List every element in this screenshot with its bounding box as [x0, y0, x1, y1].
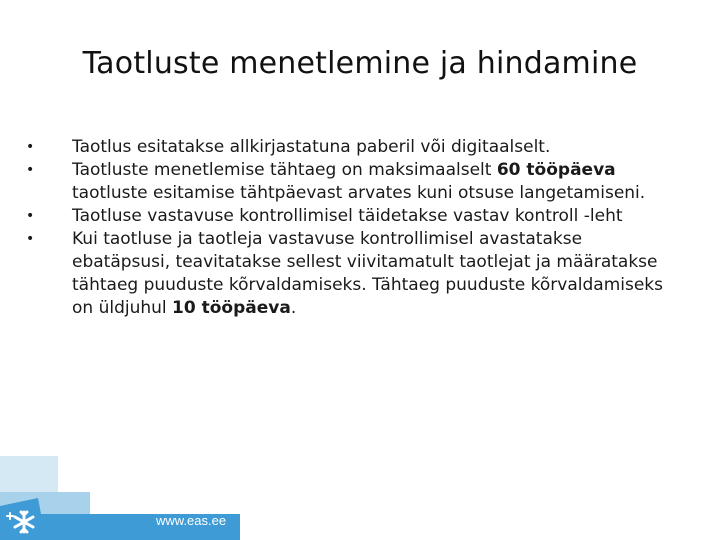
bullet-text: Taotluse vastavuse kontrollimisel täidetakse vastav kontroll -leht	[72, 206, 623, 226]
bullet-icon: •	[26, 162, 35, 178]
bullet-item	[24, 205, 684, 228]
bullet-list	[24, 136, 684, 320]
bullet-item	[24, 159, 684, 205]
bullet-item	[24, 136, 684, 159]
bullet-text: taotluste esitamise tähtpäevast arvates kuni otsuse langetamiseni.	[72, 183, 646, 203]
bullet-icon: •	[26, 139, 35, 155]
bullet-emphasis: 10 tööpäeva	[172, 298, 291, 318]
bullet-icon: •	[26, 208, 35, 224]
slide-title: Taotluste menetlemine ja hindamine	[82, 46, 638, 81]
bullet-icon: •	[26, 231, 35, 247]
bullet-text: Taotluste menetlemise tähtaeg on maksimaalselt	[72, 160, 497, 180]
footer-url[interactable]: www.eas.ee	[156, 513, 227, 528]
bullet-text: Taotlus esitatakse allkirjastatuna paberil või digitaalselt.	[72, 137, 551, 157]
bullet-emphasis: 60 tööpäeva	[496, 160, 616, 180]
bullet-text: Kui taotluse ja taotleja vastavuse kontrollimisel avastatakse ebatäpsusi, teavitatakse sellest viivitamatult taotlejat ja määratakse tähtaeg puuduste kõrvaldamiseks. Tähtaeg puuduste kõrvaldamiseks on üldjuhul	[72, 229, 663, 318]
bullet-text: .	[290, 298, 297, 318]
bullet-item	[24, 228, 684, 320]
